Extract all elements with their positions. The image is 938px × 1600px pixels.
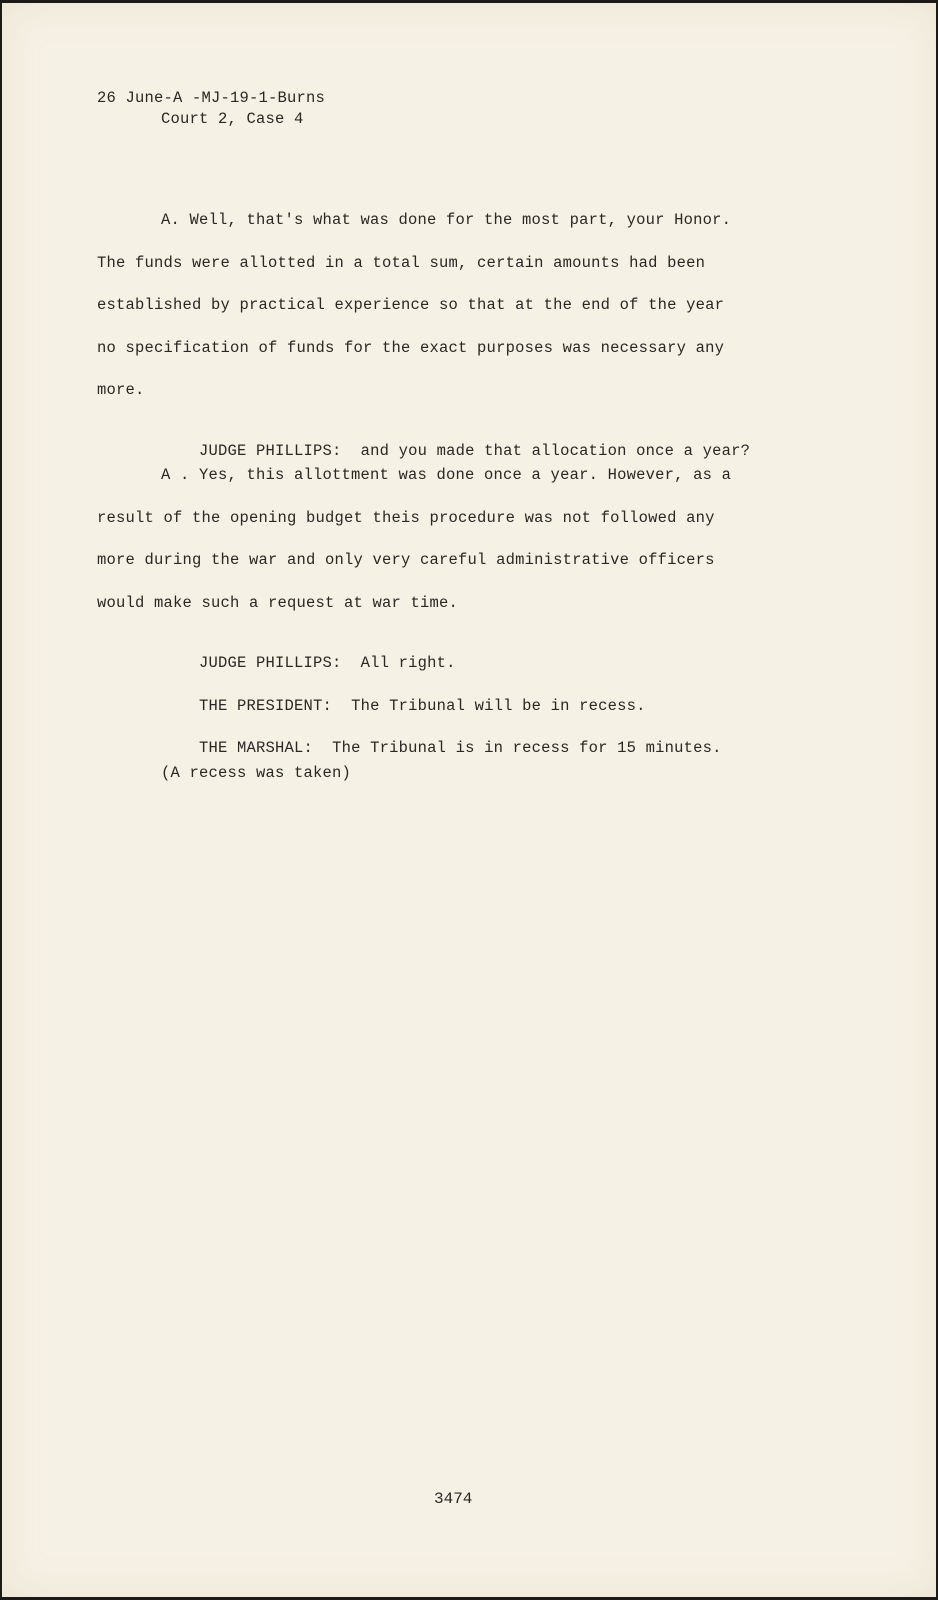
answer-line-1: A. Well, that's what was done for the most part, your Honor. xyxy=(161,211,732,229)
page-number: 3474 xyxy=(434,1490,473,1508)
answer-2-line-2: result of the opening budget theis procedure was not followed any xyxy=(97,509,715,527)
utterance-text: and you made that allocation once a year? xyxy=(360,442,751,460)
answer-2-line-1: A . Yes, this allottment was done once a year. However, as a xyxy=(161,466,732,484)
speaker-label: THE PRESIDENT: xyxy=(199,697,333,715)
speaker-label: JUDGE PHILLIPS: xyxy=(199,442,342,460)
answer-line-4: no specification of funds for the exact purposes was necessary any xyxy=(97,339,725,357)
answer-line-3: established by practical experience so that at the end of the year xyxy=(97,296,725,314)
utterance-text: The Tribunal is in recess for 15 minutes. xyxy=(332,739,722,757)
header-line-2: Court 2, Case 4 xyxy=(161,110,304,128)
recess-note: (A recess was taken) xyxy=(161,764,352,782)
utterance-text: All right. xyxy=(360,654,456,672)
header-line-1: 26 June-A -MJ-19-1-Burns xyxy=(97,89,326,107)
answer-2-line-4: would make such a request at war time. xyxy=(97,594,459,612)
document-page xyxy=(2,3,936,1597)
answer-line-2: The funds were allotted in a total sum, certain amounts had been xyxy=(97,254,706,272)
speaker-label: JUDGE PHILLIPS: xyxy=(199,654,342,672)
utterance-text: The Tribunal will be in recess. xyxy=(351,697,646,715)
speaker-label: THE MARSHAL: xyxy=(199,739,314,757)
answer-2-line-3: more during the war and only very careful administrative officers xyxy=(97,551,715,569)
answer-line-5: more. xyxy=(97,381,145,399)
